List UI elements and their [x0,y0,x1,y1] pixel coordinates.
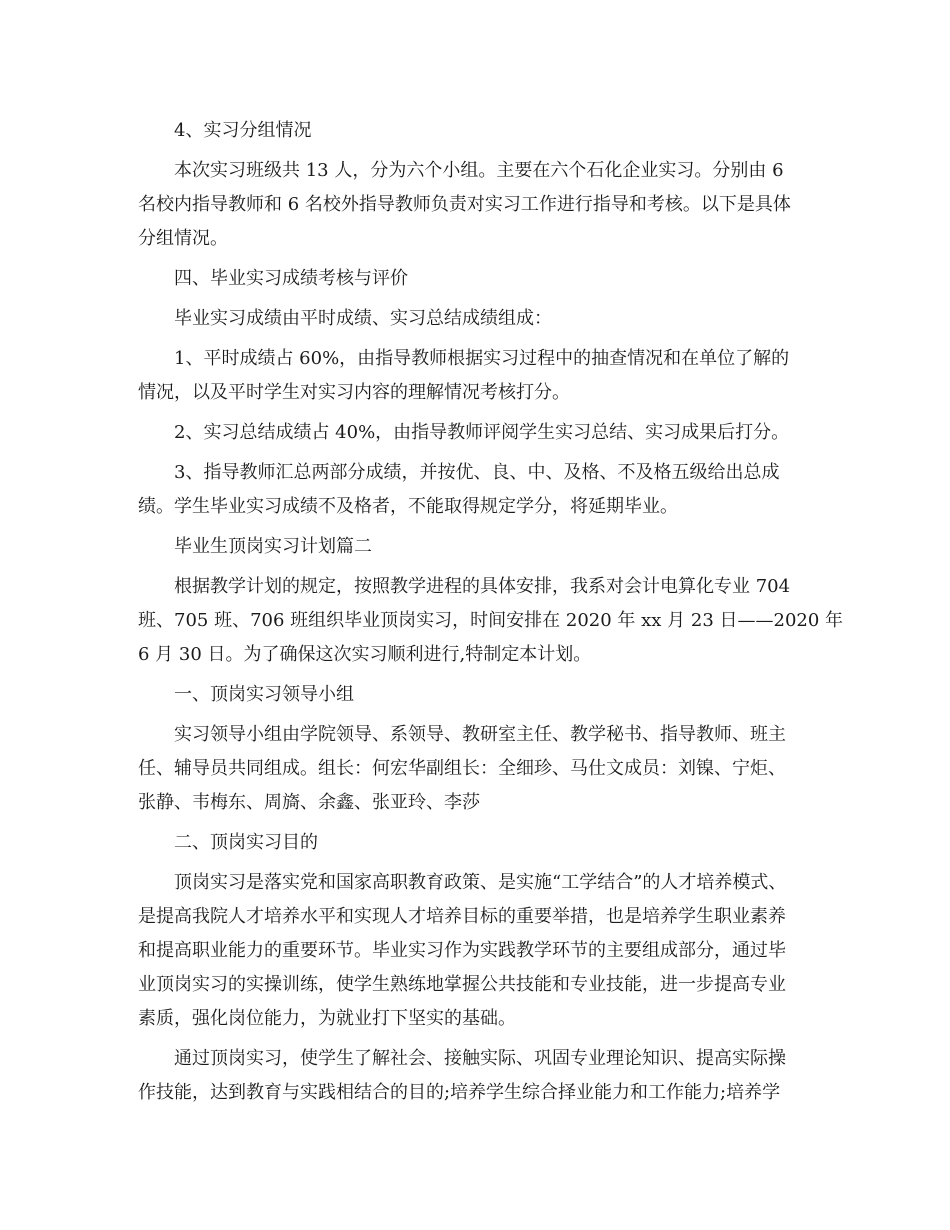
text-line: 素质，强化岗位能力，为就业打下坚实的基础。 [138,1008,516,1029]
paragraph [138,718,810,820]
text-line: 是提高我院人才培养水平和实现人才培养目标的重要举措，也是培养学生职业素养 [138,906,786,927]
paragraph [138,456,810,524]
text-line: 名校内指导教师和 6 名校外指导教师负责对实习工作进行指导和考核。以下是具体 [138,194,791,215]
paragraph [138,342,810,410]
text-line: 情况，以及平时学生对实习内容的理解情况考核打分。 [138,382,570,403]
text-line: 分组情况。 [138,228,228,249]
text-line: 1、平时成绩占 60%，由指导教师根据实习过程中的抽查情况和在单位了解的 [174,348,790,369]
text-line: 根据教学计划的规定，按照教学进程的具体安排，我系对会计电算化专业 704 [174,576,791,597]
section-heading [138,678,810,712]
text-line: 作技能，达到教育与实践相结合的目的;培养学生综合择业能力和工作能力;培养学 [138,1082,781,1103]
paragraph [138,866,810,1036]
section-heading [138,530,810,564]
section-heading [138,826,810,860]
text-line: 毕业实习成绩由平时成绩、实习总结成绩组成： [174,308,552,329]
text-line: 2、实习总结成绩占 40%，由指导教师评阅学生实习总结、实习成果后打分。 [174,422,790,443]
text-line: 本次实习班级共 13 人，分为六个小组。主要在六个石化企业实习。分别由 6 [174,160,784,181]
text-line: 业顶岗实习的实操训练，使学生熟练地掌握公共技能和专业技能，进一步提高专业 [138,974,786,995]
document-body [138,114,844,1116]
paragraph [138,154,810,256]
text-line: 一、顶岗实习领导小组 [174,684,354,705]
paragraph [138,570,844,672]
paragraph [138,416,810,450]
text-line: 四、毕业实习成绩考核与评价 [174,268,408,289]
text-line: 6 月 30 日。为了确保这次实习顺利进行,特制定本计划。 [138,644,592,665]
text-line: 绩。学生毕业实习成绩不及格者，不能取得规定学分，将延期毕业。 [138,496,678,517]
text-line: 3、指导教师汇总两部分成绩，并按优、良、中、及格、不及格五级给出总成 [174,462,780,483]
text-line: 4、实习分组情况 [174,120,312,141]
text-line: 顶岗实习是落实党和国家高职教育政策、是实施“工学结合”的人才培养模式、 [174,872,787,893]
text-line: 实习领导小组由学院领导、系领导、教研室主任、教学秘书、指导教师、班主 [174,724,786,745]
text-line: 班、705 班、706 班组织毕业顶岗实习，时间安排在 2020 年 xx 月 23 日——2020 年 [138,610,844,631]
text-line: 毕业生顶岗实习计划篇二 [174,536,372,557]
text-line: 张静、韦梅东、周旖、余鑫、张亚玲、李莎 [138,792,480,813]
text-line: 通过顶岗实习，使学生了解社会、接触实际、巩固专业理论知识、提高实际操 [174,1048,786,1069]
text-line: 和提高职业能力的重要环节。毕业实习作为实践教学环节的主要组成部分，通过毕 [138,940,786,961]
paragraph [138,1042,810,1110]
paragraph [138,114,810,148]
text-line: 二、顶岗实习目的 [174,832,318,853]
section-heading [138,262,810,296]
paragraph [138,302,810,336]
text-line: 任、辅导员共同组成。组长：何宏华副组长：全细珍、马仕文成员：刘镍、宁炬、 [138,758,786,779]
